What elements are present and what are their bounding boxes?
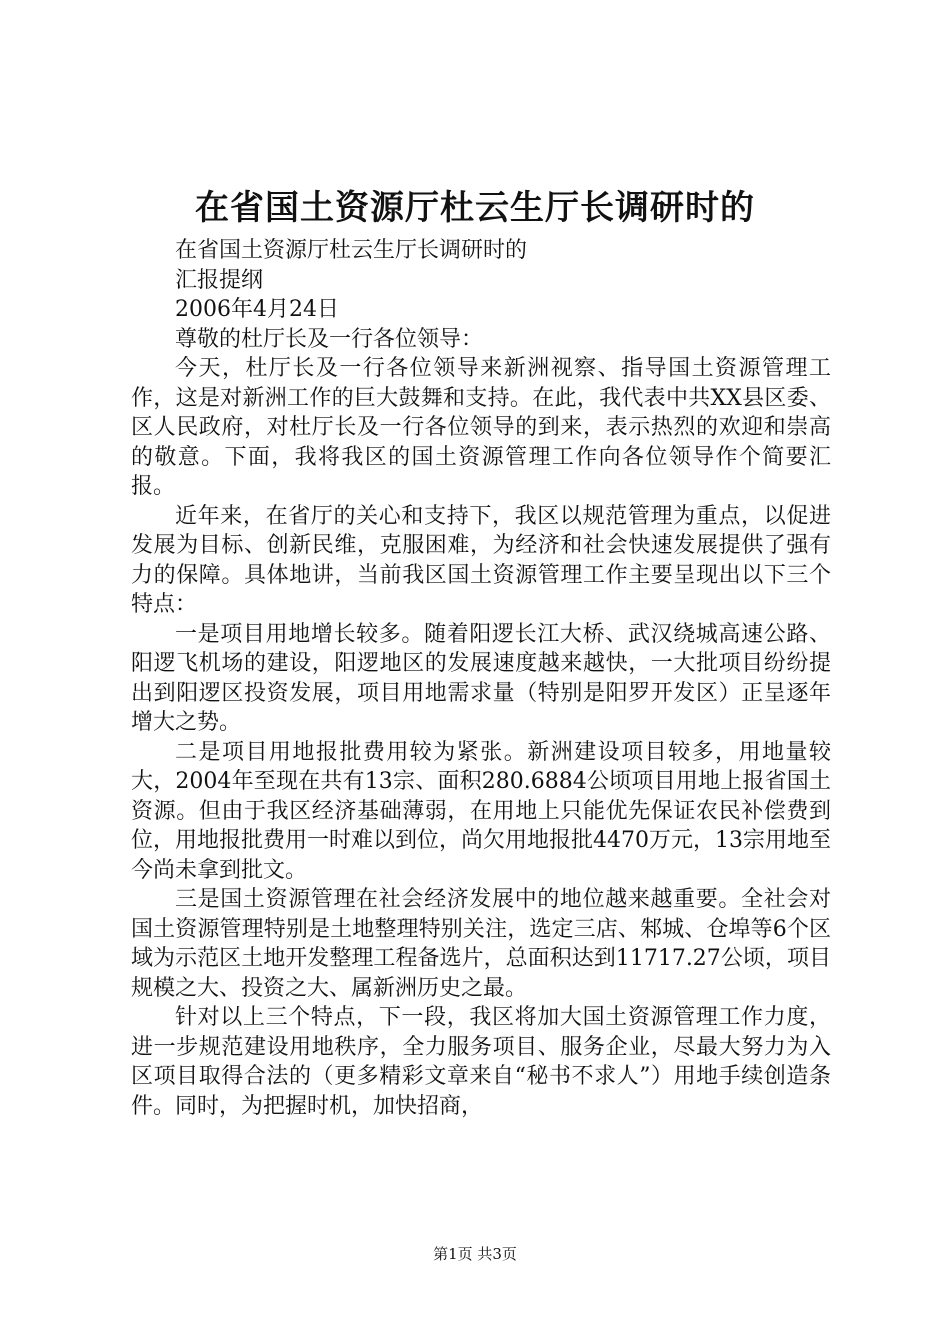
body-paragraph: 在省国土资源厅杜云生厅长调研时的 — [175, 238, 528, 263]
body-paragraph: 针对以上三个特点，下一段，我区将加大国土资源管理工作力度，进一步规范建设用地秩序，全力服务项目、服务企业，尽最大努力为入区项目取得合法的（更多精彩文章来自“秘书不求人”）用地手续创造条件。同时，为把握时机，加快招商， — [131, 1005, 831, 1119]
body-paragraph: 汇报提纲 — [175, 267, 264, 293]
document-body — [131, 236, 831, 1121]
body-paragraph: 今天，杜厅长及一行各位领导来新洲视察、指导国土资源管理工作，这是对新洲工作的巨大鼓舞和支持。在此，我代表中共XX县区委、区人民政府，对杜厅长及一行各位领导的到来，表示热烈的欢迎和崇高的敬意。下面，我将我区的国土资源管理工作向各位领导作个简要汇报。 — [131, 356, 831, 499]
document-title: 在省国土资源厅杜云生厅长调研时的 — [195, 188, 755, 228]
body-paragraph: 一是项目用地增长较多。随着阳逻长江大桥、武汉绕城高速公路、阳逻飞机场的建设，阳逻地区的发展速度越来越快，一大批项目纷纷提出到阳逻区投资发展，项目用地需求量（特别是阳罗开发区）正呈逐年增大之势。 — [131, 621, 831, 735]
body-paragraph: 2006年4月24日 — [175, 297, 339, 322]
body-paragraph: 三是国土资源管理在社会经济发展中的地位越来越重要。全社会对国土资源管理特别是土地整理特别关注，选定三店、邾城、仓埠等6个区域为示范区土地开发整理工程备选片，总面积达到11717.27公顷，项目规模之大、投资之大、属新洲历史之最。 — [131, 887, 831, 1001]
body-paragraph: 近年来，在省厅的关心和支持下，我区以规范管理为重点，以促进发展为目标、创新民维，克服困难，为经济和社会快速发展提供了强有力的保障。具体地讲，当前我区国土资源管理工作主要呈现出以下三个特点： — [131, 503, 831, 617]
body-paragraph: 二是项目用地报批费用较为紧张。新洲建设项目较多，用地量较大，2004年至现在共有13宗、面积280.6884公顷项目用地上报省国土资源。但由于我区经济基础薄弱，在用地上只能优先保证农民补偿费到位，用地报批费用一时难以到位，尚欠用地报批4470万元，13宗用地至今尚未拿到批文。 — [131, 739, 831, 883]
body-paragraph: 尊敬的杜厅长及一行各位领导： — [175, 326, 484, 352]
page-footer: 第1页 共3页 — [433, 1245, 517, 1263]
